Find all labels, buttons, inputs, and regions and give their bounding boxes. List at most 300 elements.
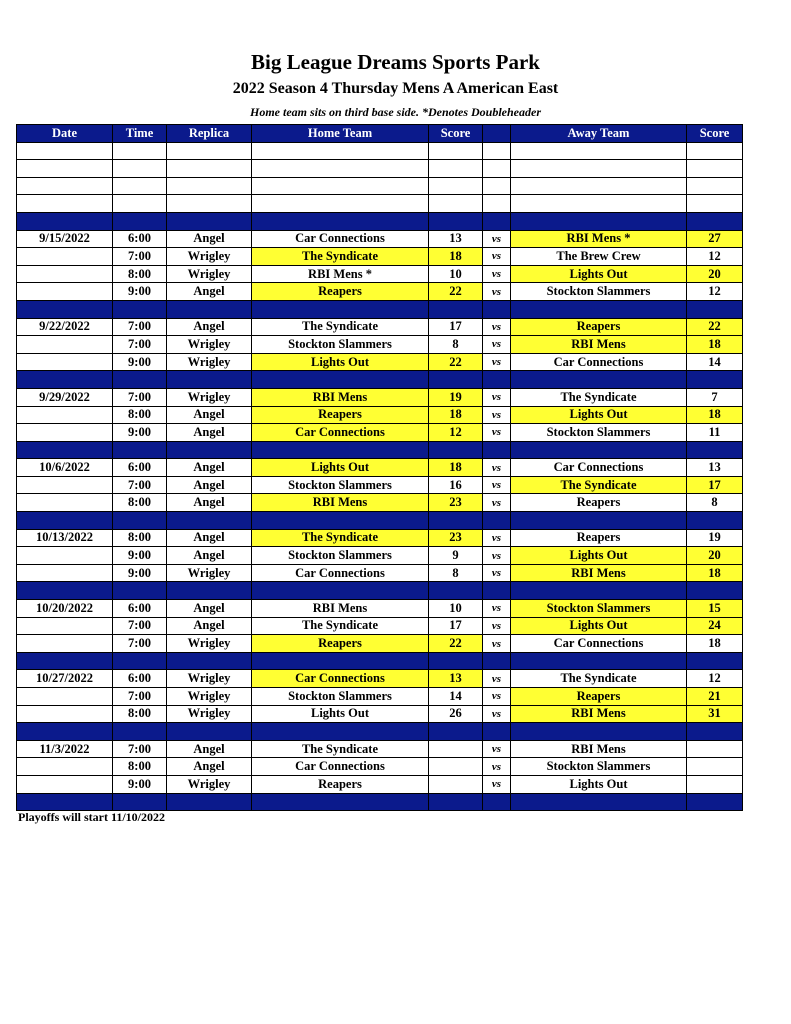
game-field: Angel [167, 406, 252, 424]
game-time: 7:00 [113, 318, 167, 336]
home-score: 13 [429, 670, 483, 688]
separator-row-cell [167, 723, 252, 741]
game-time: 6:00 [113, 230, 167, 248]
separator-row-cell [511, 441, 687, 459]
away-team: RBI Mens * [511, 230, 687, 248]
separator-row-cell [429, 512, 483, 530]
home-score: 13 [429, 230, 483, 248]
away-score: 20 [687, 265, 743, 283]
game-date [17, 353, 113, 371]
away-team: Stockton Slammers [511, 424, 687, 442]
separator-row-cell [113, 652, 167, 670]
blank-row [17, 195, 743, 213]
col-header-time: Time [113, 125, 167, 143]
vs-label: vs [483, 248, 511, 266]
away-score: 19 [687, 529, 743, 547]
blank-row-cell [511, 195, 687, 213]
footer-note: Playoffs will start 11/10/2022 [18, 810, 165, 824]
home-score: 17 [429, 318, 483, 336]
away-score: 15 [687, 600, 743, 618]
game-row [17, 547, 743, 565]
home-team: The Syndicate [252, 529, 429, 547]
vs-label: vs [483, 494, 511, 512]
game-field: Angel [167, 283, 252, 301]
vs-label: vs [483, 283, 511, 301]
separator-row-cell [483, 512, 511, 530]
away-team: Reapers [511, 529, 687, 547]
separator-row [17, 300, 743, 318]
game-time: 7:00 [113, 336, 167, 354]
separator-row-cell [113, 723, 167, 741]
separator-row-cell [429, 371, 483, 389]
separator-row-cell [167, 793, 252, 811]
home-team: The Syndicate [252, 318, 429, 336]
vs-label: vs [483, 775, 511, 793]
game-field: Wrigley [167, 670, 252, 688]
col-header-away-score: Score [687, 125, 743, 143]
separator-row-cell [687, 582, 743, 600]
home-score: 18 [429, 248, 483, 266]
away-score: 12 [687, 248, 743, 266]
separator-row-cell [483, 793, 511, 811]
away-score: 12 [687, 283, 743, 301]
separator-row [17, 723, 743, 741]
game-date [17, 336, 113, 354]
away-score: 22 [687, 318, 743, 336]
home-team: The Syndicate [252, 740, 429, 758]
game-time: 7:00 [113, 688, 167, 706]
game-time: 8:00 [113, 758, 167, 776]
game-time: 8:00 [113, 494, 167, 512]
separator-row-cell [252, 441, 429, 459]
game-time: 8:00 [113, 406, 167, 424]
separator-row-cell [429, 793, 483, 811]
game-time: 9:00 [113, 424, 167, 442]
home-team: Lights Out [252, 459, 429, 477]
blank-row-cell [429, 160, 483, 178]
game-field: Wrigley [167, 336, 252, 354]
game-row [17, 283, 743, 301]
separator-row-cell [17, 212, 113, 230]
home-team: Car Connections [252, 564, 429, 582]
game-row [17, 265, 743, 283]
game-row [17, 617, 743, 635]
game-date: 10/20/2022 [17, 600, 113, 618]
vs-label: vs [483, 424, 511, 442]
separator-row-cell [511, 793, 687, 811]
game-row [17, 670, 743, 688]
separator-row-cell [483, 582, 511, 600]
schedule-body [17, 142, 743, 811]
away-score [687, 758, 743, 776]
vs-label: vs [483, 564, 511, 582]
away-team: The Brew Crew [511, 248, 687, 266]
game-date: 10/13/2022 [17, 529, 113, 547]
separator-row-cell [687, 723, 743, 741]
separator-row-cell [687, 652, 743, 670]
game-date [17, 265, 113, 283]
blank-row-cell [483, 142, 511, 160]
blank-row-cell [17, 195, 113, 213]
separator-row-cell [483, 441, 511, 459]
home-score: 18 [429, 406, 483, 424]
away-score: 14 [687, 353, 743, 371]
away-score: 11 [687, 424, 743, 442]
separator-row [17, 512, 743, 530]
vs-label: vs [483, 547, 511, 565]
home-score: 10 [429, 265, 483, 283]
blank-row-cell [511, 177, 687, 195]
blank-row [17, 177, 743, 195]
separator-row-cell [429, 441, 483, 459]
separator-row-cell [252, 652, 429, 670]
home-score: 10 [429, 600, 483, 618]
game-date [17, 635, 113, 653]
blank-row-cell [429, 142, 483, 160]
game-field: Wrigley [167, 388, 252, 406]
blank-row-cell [17, 142, 113, 160]
separator-row-cell [429, 300, 483, 318]
separator-row-cell [687, 212, 743, 230]
game-date [17, 705, 113, 723]
blank-row-cell [113, 195, 167, 213]
separator-row-cell [167, 212, 252, 230]
game-field: Angel [167, 547, 252, 565]
home-score [429, 740, 483, 758]
separator-row-cell [511, 300, 687, 318]
separator-row-cell [113, 793, 167, 811]
home-team: Lights Out [252, 705, 429, 723]
away-team: Lights Out [511, 775, 687, 793]
separator-row-cell [113, 212, 167, 230]
blank-row [17, 142, 743, 160]
game-time: 9:00 [113, 353, 167, 371]
home-score: 14 [429, 688, 483, 706]
vs-label: vs [483, 529, 511, 547]
home-team: Stockton Slammers [252, 476, 429, 494]
separator-row [17, 212, 743, 230]
away-score: 12 [687, 670, 743, 688]
blank-row-cell [17, 177, 113, 195]
game-row [17, 600, 743, 618]
blank-row-cell [687, 142, 743, 160]
away-score: 21 [687, 688, 743, 706]
game-row [17, 635, 743, 653]
separator-row-cell [483, 300, 511, 318]
game-row [17, 353, 743, 371]
separator-row-cell [252, 582, 429, 600]
separator-row-cell [429, 582, 483, 600]
col-header-date: Date [17, 125, 113, 143]
game-time: 8:00 [113, 705, 167, 723]
game-date [17, 494, 113, 512]
home-team: Reapers [252, 406, 429, 424]
game-field: Angel [167, 529, 252, 547]
home-score: 19 [429, 388, 483, 406]
game-date: 9/15/2022 [17, 230, 113, 248]
away-team: Car Connections [511, 353, 687, 371]
vs-label: vs [483, 688, 511, 706]
vs-label: vs [483, 230, 511, 248]
separator-row-cell [483, 212, 511, 230]
vs-label: vs [483, 635, 511, 653]
blank-row-cell [113, 177, 167, 195]
away-team: RBI Mens [511, 336, 687, 354]
blank-row-cell [511, 142, 687, 160]
away-team: Stockton Slammers [511, 758, 687, 776]
vs-label: vs [483, 336, 511, 354]
blank-row-cell [167, 177, 252, 195]
game-time: 9:00 [113, 283, 167, 301]
home-team: Reapers [252, 635, 429, 653]
home-score [429, 775, 483, 793]
separator-row-cell [17, 582, 113, 600]
home-team: Reapers [252, 283, 429, 301]
game-time: 6:00 [113, 670, 167, 688]
game-time: 7:00 [113, 740, 167, 758]
game-time: 8:00 [113, 265, 167, 283]
blank-row-cell [252, 160, 429, 178]
game-time: 9:00 [113, 547, 167, 565]
home-team: Stockton Slammers [252, 547, 429, 565]
away-team: Car Connections [511, 459, 687, 477]
separator-row-cell [167, 371, 252, 389]
blank-row-cell [17, 160, 113, 178]
separator-row-cell [113, 582, 167, 600]
separator-row-cell [252, 723, 429, 741]
game-row [17, 318, 743, 336]
away-score: 13 [687, 459, 743, 477]
game-field: Angel [167, 740, 252, 758]
game-field: Angel [167, 758, 252, 776]
away-team: Stockton Slammers [511, 600, 687, 618]
game-time: 6:00 [113, 600, 167, 618]
away-score [687, 740, 743, 758]
game-date [17, 406, 113, 424]
separator-row [17, 371, 743, 389]
home-score: 9 [429, 547, 483, 565]
separator-row-cell [17, 793, 113, 811]
separator-row-cell [511, 582, 687, 600]
game-date: 10/6/2022 [17, 459, 113, 477]
game-field: Wrigley [167, 248, 252, 266]
away-score: 8 [687, 494, 743, 512]
separator-row-cell [687, 441, 743, 459]
home-team: Lights Out [252, 353, 429, 371]
separator-row-cell [429, 652, 483, 670]
away-score: 27 [687, 230, 743, 248]
separator-row-cell [483, 371, 511, 389]
away-score: 20 [687, 547, 743, 565]
home-team: RBI Mens [252, 494, 429, 512]
blank-row-cell [113, 160, 167, 178]
vs-label: vs [483, 459, 511, 477]
home-score: 22 [429, 283, 483, 301]
separator-row-cell [167, 441, 252, 459]
table-header-row [17, 125, 743, 143]
blank-row-cell [687, 177, 743, 195]
away-score: 24 [687, 617, 743, 635]
game-field: Angel [167, 318, 252, 336]
game-row [17, 230, 743, 248]
schedule-table [16, 124, 743, 811]
game-row [17, 740, 743, 758]
home-team: RBI Mens [252, 388, 429, 406]
game-row [17, 336, 743, 354]
home-team: Car Connections [252, 670, 429, 688]
separator-row-cell [511, 652, 687, 670]
separator-row-cell [252, 793, 429, 811]
home-score: 12 [429, 424, 483, 442]
away-score: 18 [687, 635, 743, 653]
home-score: 23 [429, 494, 483, 512]
game-date: 11/3/2022 [17, 740, 113, 758]
separator-row-cell [113, 371, 167, 389]
away-team: Reapers [511, 494, 687, 512]
game-date [17, 775, 113, 793]
game-date [17, 248, 113, 266]
game-time: 7:00 [113, 248, 167, 266]
blank-row-cell [483, 160, 511, 178]
away-team: Lights Out [511, 265, 687, 283]
game-time: 9:00 [113, 564, 167, 582]
separator-row [17, 652, 743, 670]
home-team: The Syndicate [252, 248, 429, 266]
game-row [17, 758, 743, 776]
separator-row-cell [17, 371, 113, 389]
vs-label: vs [483, 705, 511, 723]
vs-label: vs [483, 670, 511, 688]
separator-row [17, 441, 743, 459]
separator-row-cell [252, 512, 429, 530]
vs-label: vs [483, 476, 511, 494]
separator-row-cell [511, 371, 687, 389]
game-field: Wrigley [167, 564, 252, 582]
separator-row-cell [429, 723, 483, 741]
home-score: 22 [429, 635, 483, 653]
game-time: 8:00 [113, 529, 167, 547]
away-team: Stockton Slammers [511, 283, 687, 301]
game-time: 7:00 [113, 476, 167, 494]
home-score [429, 758, 483, 776]
game-field: Wrigley [167, 635, 252, 653]
game-date: 9/22/2022 [17, 318, 113, 336]
away-team: Lights Out [511, 617, 687, 635]
home-team: Stockton Slammers [252, 688, 429, 706]
vs-label: vs [483, 353, 511, 371]
game-field: Angel [167, 476, 252, 494]
game-row [17, 494, 743, 512]
blank-row-cell [429, 195, 483, 213]
game-date [17, 688, 113, 706]
away-team: Lights Out [511, 406, 687, 424]
separator-row-cell [429, 212, 483, 230]
game-field: Wrigley [167, 705, 252, 723]
game-time: 6:00 [113, 459, 167, 477]
game-field: Angel [167, 230, 252, 248]
separator-row-cell [687, 793, 743, 811]
game-row [17, 406, 743, 424]
separator-row-cell [687, 512, 743, 530]
separator-row [17, 582, 743, 600]
separator-row-cell [167, 300, 252, 318]
col-header-away-team: Away Team [511, 125, 687, 143]
away-score: 18 [687, 406, 743, 424]
game-field: Angel [167, 600, 252, 618]
col-header-home-team: Home Team [252, 125, 429, 143]
away-score: 18 [687, 564, 743, 582]
home-team: The Syndicate [252, 617, 429, 635]
blank-row-cell [483, 177, 511, 195]
vs-label: vs [483, 758, 511, 776]
separator-row-cell [483, 652, 511, 670]
away-team: Car Connections [511, 635, 687, 653]
game-field: Wrigley [167, 775, 252, 793]
away-team: RBI Mens [511, 740, 687, 758]
game-date [17, 564, 113, 582]
separator-row-cell [511, 212, 687, 230]
home-score: 16 [429, 476, 483, 494]
away-score: 18 [687, 336, 743, 354]
separator-row-cell [252, 371, 429, 389]
home-score: 8 [429, 336, 483, 354]
page-note: Home team sits on third base side. *Denotes Doubleheader [250, 105, 541, 119]
vs-label: vs [483, 318, 511, 336]
away-team: The Syndicate [511, 476, 687, 494]
home-score: 8 [429, 564, 483, 582]
separator-row-cell [167, 582, 252, 600]
separator-row-cell [167, 652, 252, 670]
blank-row-cell [167, 160, 252, 178]
separator-row-cell [17, 441, 113, 459]
blank-row-cell [511, 160, 687, 178]
game-time: 7:00 [113, 635, 167, 653]
page-title: Big League Dreams Sports Park [251, 50, 540, 74]
game-row [17, 248, 743, 266]
home-team: Car Connections [252, 758, 429, 776]
game-date [17, 547, 113, 565]
vs-label: vs [483, 265, 511, 283]
game-row [17, 424, 743, 442]
blank-row [17, 160, 743, 178]
home-score: 26 [429, 705, 483, 723]
game-field: Angel [167, 459, 252, 477]
vs-label: vs [483, 600, 511, 618]
game-time: 9:00 [113, 775, 167, 793]
home-team: Stockton Slammers [252, 336, 429, 354]
home-score: 22 [429, 353, 483, 371]
away-team: The Syndicate [511, 670, 687, 688]
away-team: RBI Mens [511, 564, 687, 582]
separator-row-cell [687, 371, 743, 389]
page-subtitle: 2022 Season 4 Thursday Mens A American East [232, 80, 559, 97]
game-row [17, 775, 743, 793]
away-team: RBI Mens [511, 705, 687, 723]
away-score: 17 [687, 476, 743, 494]
game-row [17, 529, 743, 547]
vs-label: vs [483, 406, 511, 424]
separator-row-cell [511, 512, 687, 530]
game-field: Angel [167, 617, 252, 635]
game-row [17, 459, 743, 477]
game-date [17, 424, 113, 442]
game-date [17, 476, 113, 494]
separator-row [17, 793, 743, 811]
col-header-home-score: Score [429, 125, 483, 143]
home-score: 17 [429, 617, 483, 635]
blank-row-cell [252, 142, 429, 160]
blank-row-cell [687, 160, 743, 178]
